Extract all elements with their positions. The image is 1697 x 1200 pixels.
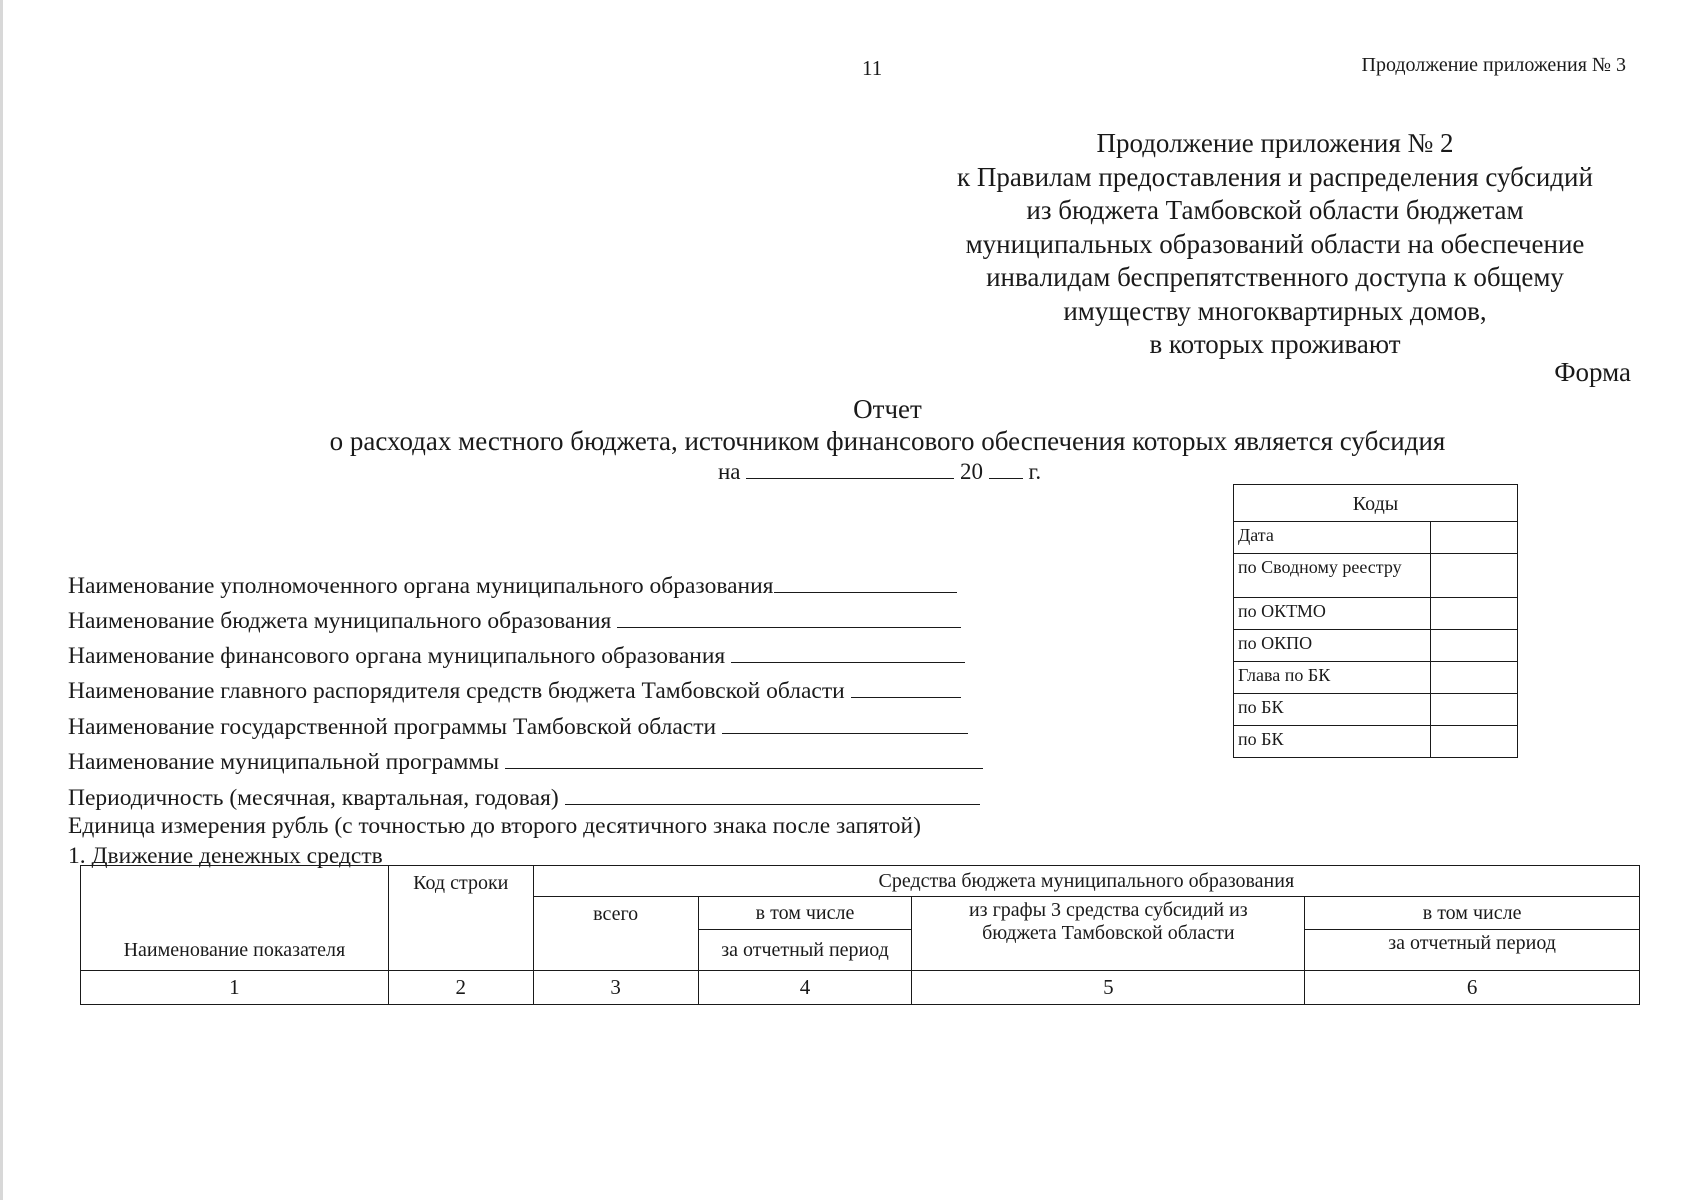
field-label: Наименование главного распорядителя средств бюджета Тамбовской области [68,678,845,704]
field-blank[interactable] [731,642,965,663]
field-authorized-body [68,572,957,600]
column-number: 6 [1305,971,1640,1005]
cash-flow-table [80,865,1640,1005]
incl-header-2: в том числе [1305,897,1640,930]
field-label: Периодичность (месячная, квартальная, годовая) [68,785,559,811]
col-code-header: Код строки [388,866,533,971]
incl-header-1: в том числе [698,897,912,930]
field-blank[interactable] [617,607,961,628]
report-title: Отчет [853,394,922,424]
report-subtitle: о расходах местного бюджета, источником финансового обеспечения которых является субсидия [329,426,1446,456]
codes-value-cell[interactable] [1431,694,1518,726]
period-header-1: за отчетный период [698,930,912,971]
form-label: Форма [1554,357,1631,387]
codes-value-cell[interactable] [1431,630,1518,662]
field-blank[interactable] [565,784,980,805]
group-header: Средства бюджета муниципального образования [533,866,1639,897]
field-label: Наименование уполномоченного органа муниципального образования [68,573,774,599]
codes-value-cell[interactable] [1431,554,1518,598]
codes-row-label: по ОКПО [1234,630,1431,662]
appendix-line: имуществу многоквартирных домов, [1063,295,1487,326]
appendix-line: к Правилам предоставления и распределения субсидий [957,161,1593,192]
column-number: 1 [81,971,389,1005]
col-indicator-header: Наименование показателя [81,866,389,971]
date-year: 20 [960,459,984,484]
field-municipal-program [68,748,983,776]
codes-value-cell[interactable] [1431,522,1518,554]
codes-value-cell[interactable] [1431,598,1518,630]
date-blank-field[interactable] [746,459,954,479]
field-label: Наименование финансового органа муниципального образования [68,643,726,669]
appendix-line: муниципальных образований области на обеспечение [965,228,1585,259]
codes-row-label: по Сводному реестру [1234,554,1431,598]
field-label: Наименование муниципальной программы [68,749,500,775]
codes-header: Коды [1234,485,1518,522]
appendix-line: Продолжение приложения № 2 [1096,128,1454,158]
field-periodicity [68,784,980,812]
codes-value-cell[interactable] [1431,726,1518,758]
codes-row-label: Глава по БК [1234,662,1431,694]
field-blank[interactable] [722,713,968,734]
appendix-line: инвалидам беспрепятственного доступа к общему [986,262,1564,292]
codes-row-label: по БК [1234,694,1431,726]
period-header-2: за отчетный период [1305,930,1640,971]
col-total-header: всего [533,897,698,971]
field-blank[interactable] [851,677,961,698]
codes-table [1233,484,1518,758]
year-blank-field[interactable] [989,459,1023,479]
field-financial-body [68,642,965,670]
date-prefix: на [718,459,741,484]
appendix-line: в которых проживают [1149,329,1401,359]
field-label: Наименование бюджета муниципального образования [68,608,612,634]
field-label: Наименование государственной программы Тамбовской области [68,714,717,740]
field-blank[interactable] [774,572,957,593]
column-number: 4 [698,971,912,1005]
col-subsidy-header: из графы 3 средства субсидий из бюджета Тамбовской области [912,897,1305,971]
page-number: 11 [862,56,883,80]
scan-edge [0,0,3,1200]
field-state-program [68,713,968,741]
unit-line: Единица измерения рубль (с точностью до второго десятичного знака после запятой) [68,813,921,839]
column-number: 5 [912,971,1305,1005]
codes-value-cell[interactable] [1431,662,1518,694]
appendix-block [900,127,1650,362]
column-number: 3 [533,971,698,1005]
appendix-line: из бюджета Тамбовской области бюджетам [1026,195,1524,225]
codes-row-label: по ОКТМО [1234,598,1431,630]
section-title: 1. Движение денежных средств [68,843,383,869]
codes-row-label: Дата [1234,522,1431,554]
field-main-manager [68,677,961,705]
continuation-label: Продолжение приложения № 3 [1361,54,1626,76]
column-number: 2 [388,971,533,1005]
field-blank[interactable] [505,748,983,769]
codes-row-label: по БК [1234,726,1431,758]
report-date-line [718,459,1041,485]
field-budget-name [68,607,961,635]
date-suffix: г. [1028,459,1042,484]
